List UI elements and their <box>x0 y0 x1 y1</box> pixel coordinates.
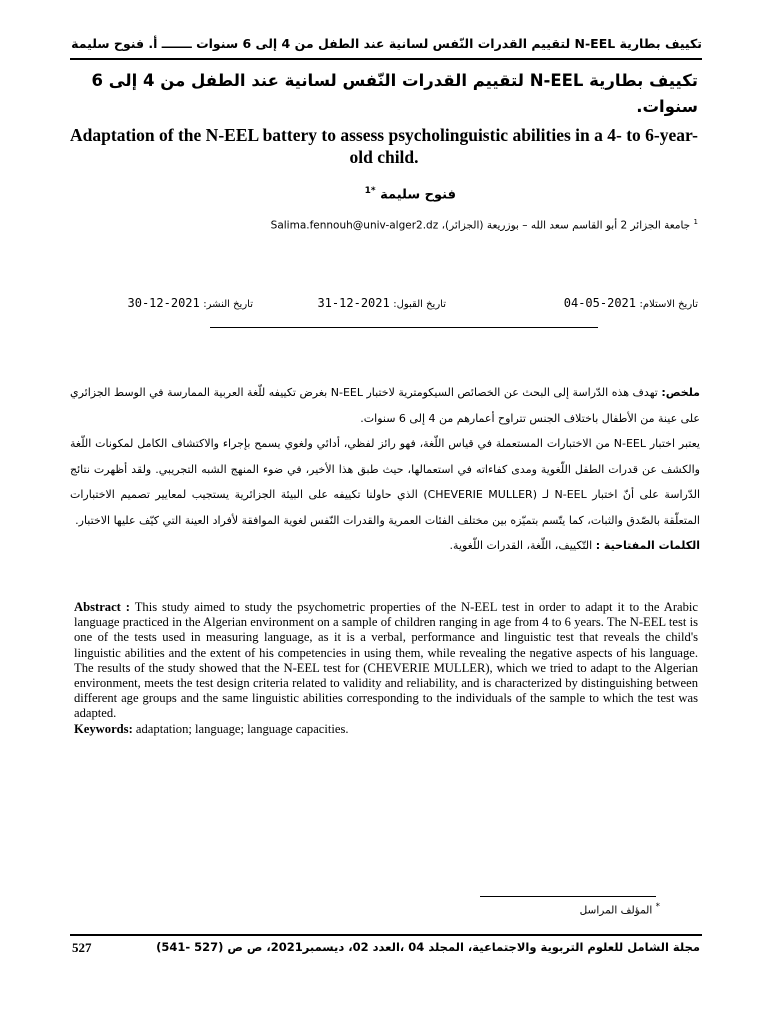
affiliation-text: جامعة الجزائر 2 أبو القاسم سعد الله – بوزريعة (الجزائر)، <box>441 219 691 232</box>
abstract-ar-text-1: تهدف هذه الدّراسة إلى البحث عن الخصائص السيكومترية لاختبار N-EEL بغرض تكييفه للّغة العربية الممارسة في الوسط الجزائري على عينة من الأطفال باختلاف الجنس تتراوح أعمارهم من 4 إلى 6 سنوات. <box>70 386 700 425</box>
received-value: 2021-05-04 <box>563 296 637 310</box>
abstract-en-label: Abstract : <box>74 600 130 614</box>
abstract-arabic <box>70 380 700 559</box>
title-english: Adaptation of the N-EEL battery to assess psycholinguistic abilities in a 4- to 6-year-old child. <box>70 125 698 168</box>
published-value: 2021-12-30 <box>127 296 200 310</box>
author-email[interactable]: Salima.fennouh@univ-alger2.dz <box>270 219 439 232</box>
keywords-en-text: adaptation; language; language capacities. <box>135 721 349 736</box>
abstract-en-text: This study aimed to study the psychometric properties of the N-EEL test in order to adapt it to the Arabic language practiced in the Algerian environment on a sample of children ranging in age from 4 to 6 years. The N-EEL test is one of the tests used in measuring language, as it is a verbal, performance and linguistic test that reveals the child's linguistic abilities and the extent of his competencies in using them, while revealing the negative aspects of his language. The results of the study showed that the N-EEL test for (CHEVERIE MULLER), which we tried to adapt to the Algerian environment, meets the test design criteria related to validity and reliability, and is characterized by distinguishing between different age groups and the same linguistic abilities corresponding to the individuals of the sample to which the test was adapted. <box>74 600 698 721</box>
footnote <box>470 902 660 917</box>
footnote-text: المؤلف المراسل <box>579 904 653 917</box>
published-date <box>127 296 253 310</box>
author-name-text: فنوح سليمة <box>380 187 456 203</box>
received-date <box>564 296 698 310</box>
journal-citation: مجلة الشامل للعلوم التربوية والاجتماعية، المجلد 04 ،العدد 02، ديسمبر2021، ص ص (527 -541) <box>156 940 700 954</box>
abstract-ar-label: ملخص: <box>661 386 700 399</box>
author-marker: *1 <box>364 186 376 196</box>
abstract-ar-para-1 <box>70 380 700 431</box>
keywords-ar-label: الكلمات المفتاحية : <box>595 539 700 552</box>
footnote-divider <box>480 896 656 897</box>
received-label: تاريخ الاستلام: <box>639 299 698 310</box>
keywords-ar-text: التّكييف، اللّغة، القدرات اللّغوية. <box>449 539 593 552</box>
abstract-english <box>74 600 698 737</box>
author-affiliation <box>70 218 698 232</box>
author-name <box>70 186 456 202</box>
accepted-label: تاريخ القبول: <box>393 299 446 310</box>
title-arabic: تكييف بطارية N-EEL لتقييم القدرات النّفس لسانية عند الطفل من 4 إلى 6 سنوات. <box>91 71 698 116</box>
abstract-ar-para-2: يعتبر اختبار N-EEL من الاختبارات المستعملة في قياس اللّغة، فهو رائز لفظي، أدائي ولغوي يسمح بإجراء والاكتشاف الكامل لمكونات اللّغة والكشف عن قدرات الطفل اللّغوية ومدى كفاءاته في استعمالها، حيث طبق هذا الأخير، في ضوء المنهج الشبه التجريبي. ولقد أظهرت نتائج الدّراسة على أنّ اختبار N-EEL لـ (CHEVERIE MULLER) الذي حاولنا تكييفه على البيئة الجزائرية يستجيب لمعايير تصميم الاختبارات المتعلّقة بالصّدق والثبات، كما يتّسم بتميّزه بين مختلف الفئات العمرية والقدرات النّفس لغوية الموافقة لأفراد العينة التي كيّف عليها الاختبار. <box>70 437 701 527</box>
dates-divider <box>210 327 598 328</box>
running-header: تكييف بطارية N-EEL لتقييم القدرات النّفس لسانية عند الطفل من 4 إلى 6 سنوات ـــــــ أ. فنوح سليمة <box>71 36 702 51</box>
article-dates <box>80 296 698 316</box>
page-number: 527 <box>72 940 92 955</box>
accepted-value: 2021-12-31 <box>317 296 390 310</box>
footer-divider <box>70 934 702 936</box>
keywords-ar <box>70 533 700 559</box>
abstract-en-para <box>74 600 698 722</box>
published-label: تاريخ النشر: <box>203 299 253 310</box>
keywords-en <box>74 722 698 737</box>
affiliation-marker: 1 <box>693 218 698 226</box>
keywords-en-label: Keywords: <box>74 721 133 736</box>
footnote-marker: * <box>655 902 660 912</box>
header-divider <box>70 58 702 60</box>
accepted-date <box>317 296 446 310</box>
